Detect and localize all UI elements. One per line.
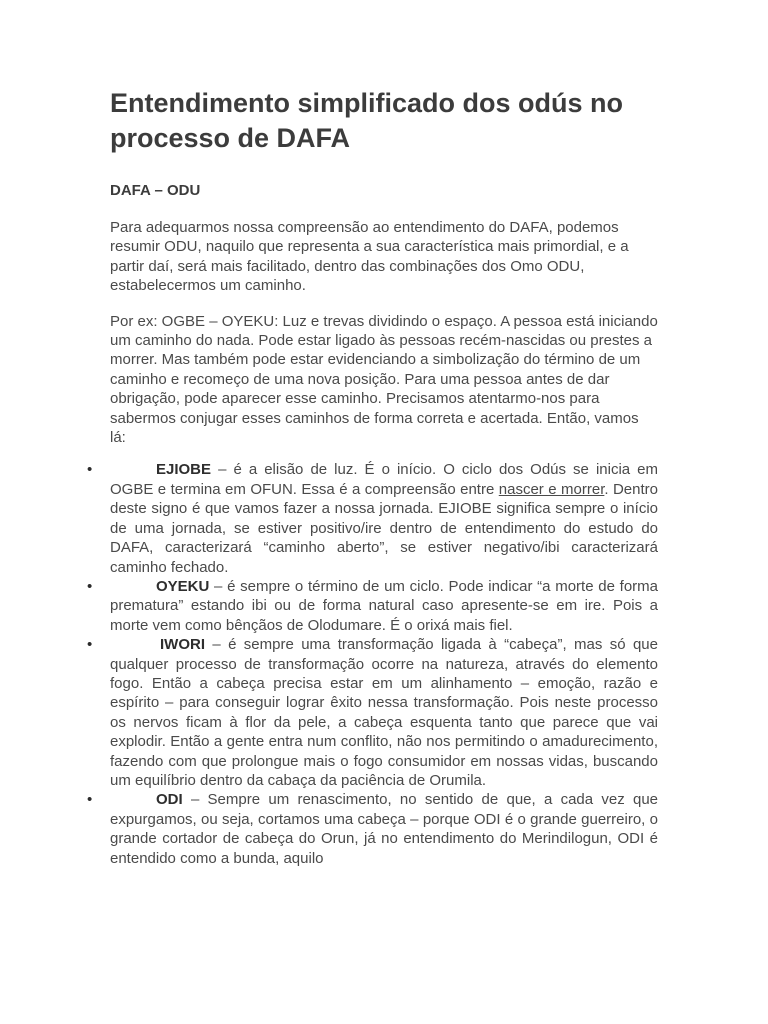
odu-name: IWORI	[160, 636, 205, 654]
odu-name: OYEKU	[156, 577, 210, 595]
odu-description: – Sempre um renascimento, no sentido de que, a cada vez que expurgamos, ou seja, cortamos uma cabeça – porque ODI é o grande guerreiro, o grande cortador de cabeça do Orun, já no entendimento do Merindilogun, ODI é entendido como a bunda, aquilo	[110, 791, 658, 867]
document-title: Entendimento simplificado dos odús no processo de DAFA	[110, 88, 624, 153]
list-item-odi	[87, 790, 658, 868]
bullet-icon: •	[87, 577, 93, 595]
bullet-icon: •	[87, 791, 93, 809]
odu-description: – é sempre o término de um ciclo. Pode indicar “a morte de forma prematura” estando ibi ou de forma natural caso apresente-se em ire. Pois a morte vem como bênçãos de Olodumare. É o orixá mais fiel.	[110, 577, 658, 634]
bullet-icon: •	[87, 461, 93, 479]
bullet-icon: •	[87, 636, 93, 654]
underlined-phrase: nascer e morrer	[498, 480, 605, 498]
odu-name: EJIOBE	[156, 461, 212, 479]
list-item-ejiobe	[87, 460, 658, 576]
odu-description-continued: . Dentro deste signo é que vamos fazer a nossa jornada. EJIOBE significa sempre o início de uma jornada, se estiver positivo/ire dentro de entendimento do estudo do DAFA, caracterizará “caminho aberto”, se estiver negativo/ibi caracterizará caminho fechado.	[110, 480, 658, 576]
odu-name: ODI	[156, 791, 183, 809]
odu-description: – é a elisão de luz. É o início. O ciclo dos Odús se inicia em OGBE e termina em OFUN. Essa é a compreensão entre	[110, 461, 658, 498]
example-paragraph: Por ex: OGBE – OYEKU: Luz e trevas dividindo o espaço. A pessoa está iniciando um caminho do nada. Pode estar ligado às pessoas recém-nascidas ou prestes a morrer. Mas também pode estar evidenciando a simbolização do término de um caminho e recomeço de uma nova posição. Para uma pessoa antes de dar obrigação, pode aparecer esse caminho. Precisamos atentarmo-nos para sabermos conjugar esses caminhos de forma correta e acertada. Então, vamos lá:	[110, 312, 658, 447]
intro-paragraph: Para adequarmos nossa compreensão ao entendimento do DAFA, podemos resumir ODU, naquilo que representa a sua característica mais primordial, e a partir daí, será mais facilitado, dentro das combinações dos Omo ODU, estabelecermos um caminho.	[110, 219, 629, 295]
section-heading: DAFA – ODU	[110, 182, 201, 199]
list-item-iwori	[87, 635, 658, 790]
list-item-oyeku	[87, 577, 658, 635]
odu-list	[87, 460, 658, 868]
odu-description: – é sempre uma transformação ligada à “cabeça”, mas só que qualquer processo de transformação ocorre na natureza, através do elemento fogo. Então a cabeça precisa estar em um alinhamento – emoção, razão e espírito – para conseguir lograr êxito nessa transformação. Pois neste processo os nervos ficam à flor da pele, a cabeça esquenta tanto que parece que vai explodir. Então a gente entra num conflito, não nos permitindo o amadurecimento, fazendo com que prolongue mais o fogo consumidor em nossas vidas, buscando um equilíbrio dentro da cabaça da paciência de Orumila.	[110, 636, 658, 789]
